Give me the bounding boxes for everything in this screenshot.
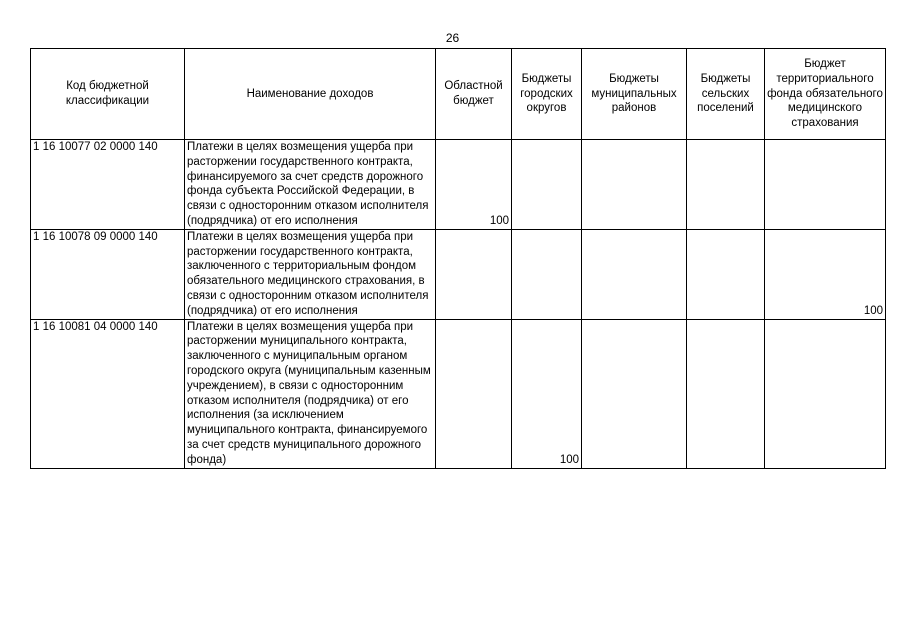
row-name: Платежи в целях возмещения ущерба при расторжении государственного контракта, финансируемого за счет средств дорожного фонда субъекта Российской Федерации, в связи с односторонним отказом исполнителя (подрядчика) от его исполнения bbox=[185, 140, 436, 230]
row-code: 1 16 10081 04 0000 140 bbox=[31, 319, 185, 468]
row-municipal-districts bbox=[582, 140, 687, 230]
row-city-districts: 100 bbox=[512, 319, 582, 468]
header-name: Наименование доходов bbox=[185, 49, 436, 140]
page-number: 26 bbox=[445, 31, 460, 45]
row-code: 1 16 10078 09 0000 140 bbox=[31, 229, 185, 319]
row-regional bbox=[436, 229, 512, 319]
row-medical-fund bbox=[765, 140, 886, 230]
header-city-districts: Бюджеты городских округов bbox=[512, 49, 582, 140]
header-regional: Областной бюджет bbox=[436, 49, 512, 140]
row-code: 1 16 10077 02 0000 140 bbox=[31, 140, 185, 230]
row-city-districts bbox=[512, 140, 582, 230]
row-city-districts bbox=[512, 229, 582, 319]
header-row bbox=[31, 49, 886, 140]
header-rural-settlements: Бюджеты сельских поселений bbox=[687, 49, 765, 140]
row-rural-settlements bbox=[687, 319, 765, 468]
row-medical-fund: 100 bbox=[765, 229, 886, 319]
row-name: Платежи в целях возмещения ущерба при расторжении муниципального контракта, заключенного с муниципальным органом городского округа (муниципальным казенным учреждением), в связи с односторонним отказом исполнителя (подрядчика) от его исполнения (за исключением муниципального контракта, финансируемого за счет средств муниципального дорожного фонда) bbox=[185, 319, 436, 468]
header-code: Код бюджетной классификации bbox=[31, 49, 185, 140]
table-row bbox=[31, 229, 886, 319]
table-row bbox=[31, 140, 886, 230]
header-medical-fund: Бюджет территориального фонда обязательного медицинского страхования bbox=[765, 49, 886, 140]
row-medical-fund bbox=[765, 319, 886, 468]
table-row bbox=[31, 319, 886, 468]
row-rural-settlements bbox=[687, 140, 765, 230]
row-municipal-districts bbox=[582, 319, 687, 468]
row-name: Платежи в целях возмещения ущерба при расторжении государственного контракта, заключенного с территориальным фондом обязательного медицинского страхования, в связи с односторонним отказом исполнителя (подрядчика) от его исполнения bbox=[185, 229, 436, 319]
revenue-table bbox=[30, 48, 886, 469]
row-regional bbox=[436, 319, 512, 468]
row-municipal-districts bbox=[582, 229, 687, 319]
row-regional: 100 bbox=[436, 140, 512, 230]
row-rural-settlements bbox=[687, 229, 765, 319]
header-municipal-districts: Бюджеты муниципальных районов bbox=[582, 49, 687, 140]
